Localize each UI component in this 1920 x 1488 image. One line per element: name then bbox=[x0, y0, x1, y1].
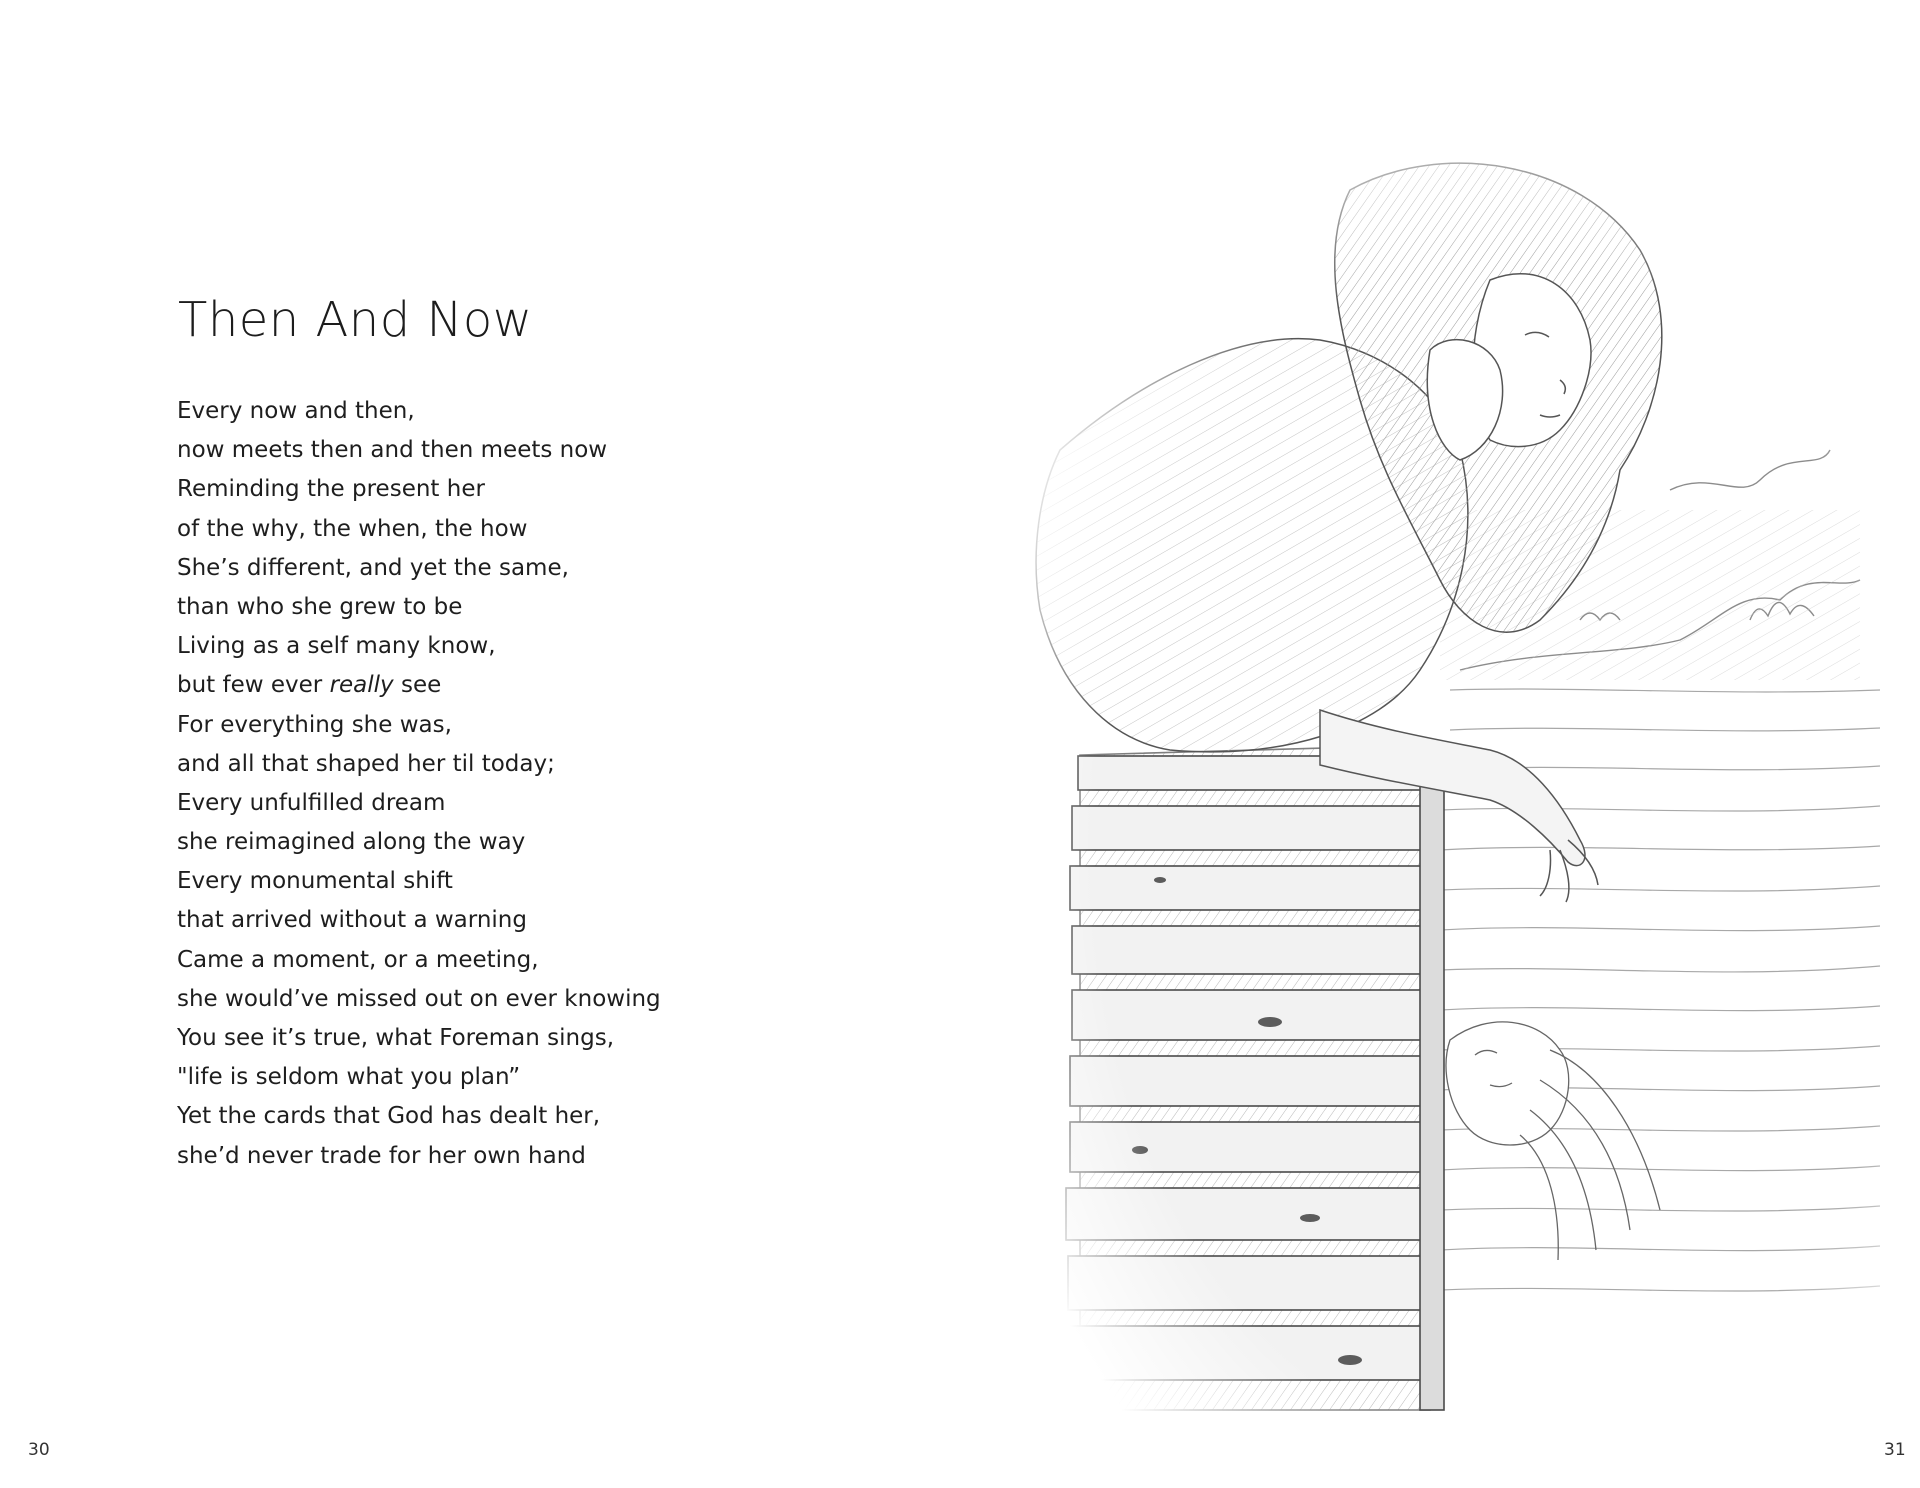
page-number-left: 30 bbox=[28, 1440, 50, 1460]
page-number-right: 31 bbox=[1884, 1440, 1906, 1460]
poem-line: Came a moment, or a meeting, bbox=[177, 946, 539, 973]
poem-line: You see it’s true, what Foreman sings, bbox=[177, 1025, 615, 1051]
poem-line: than who she grew to be bbox=[177, 593, 463, 620]
poem-line: Every unfulfilled dream bbox=[177, 789, 446, 816]
poem-line: that arrived without a warning bbox=[177, 907, 527, 934]
poem-line: For everything she was, bbox=[177, 711, 452, 738]
poem-line-text: see bbox=[393, 672, 442, 699]
poem-emphasis: really bbox=[329, 672, 394, 699]
poem-line: She’s different, and yet the same, bbox=[177, 554, 569, 581]
poem-line: she reimagined along the way bbox=[177, 829, 526, 856]
poem-line: Every monumental shift bbox=[177, 868, 453, 895]
poem-line: Living as a self many know, bbox=[177, 633, 496, 660]
poem-line: Yet the cards that God has dealt her, bbox=[177, 1103, 601, 1130]
pencil-sketch-illustration-icon bbox=[1020, 150, 1900, 1420]
poem-line-text: but few ever bbox=[177, 672, 330, 699]
poem-line: of the why, the when, the how bbox=[177, 515, 528, 542]
poem-line: now meets then and then meets now bbox=[177, 437, 608, 464]
poem-line: she’d never trade for her own hand bbox=[177, 1142, 586, 1169]
poem-line: she would’ve missed out on ever knowing bbox=[177, 985, 661, 1012]
poem-line: and all that shaped her til today; bbox=[177, 750, 555, 777]
poem-title: Then And Now bbox=[178, 292, 533, 348]
poem-line: "life is seldom what you plan” bbox=[177, 1064, 521, 1091]
poem-line: Reminding the present her bbox=[177, 476, 485, 503]
poem-body bbox=[177, 392, 661, 1176]
poem-line bbox=[177, 666, 661, 705]
poem-line: Every now and then, bbox=[177, 398, 415, 424]
